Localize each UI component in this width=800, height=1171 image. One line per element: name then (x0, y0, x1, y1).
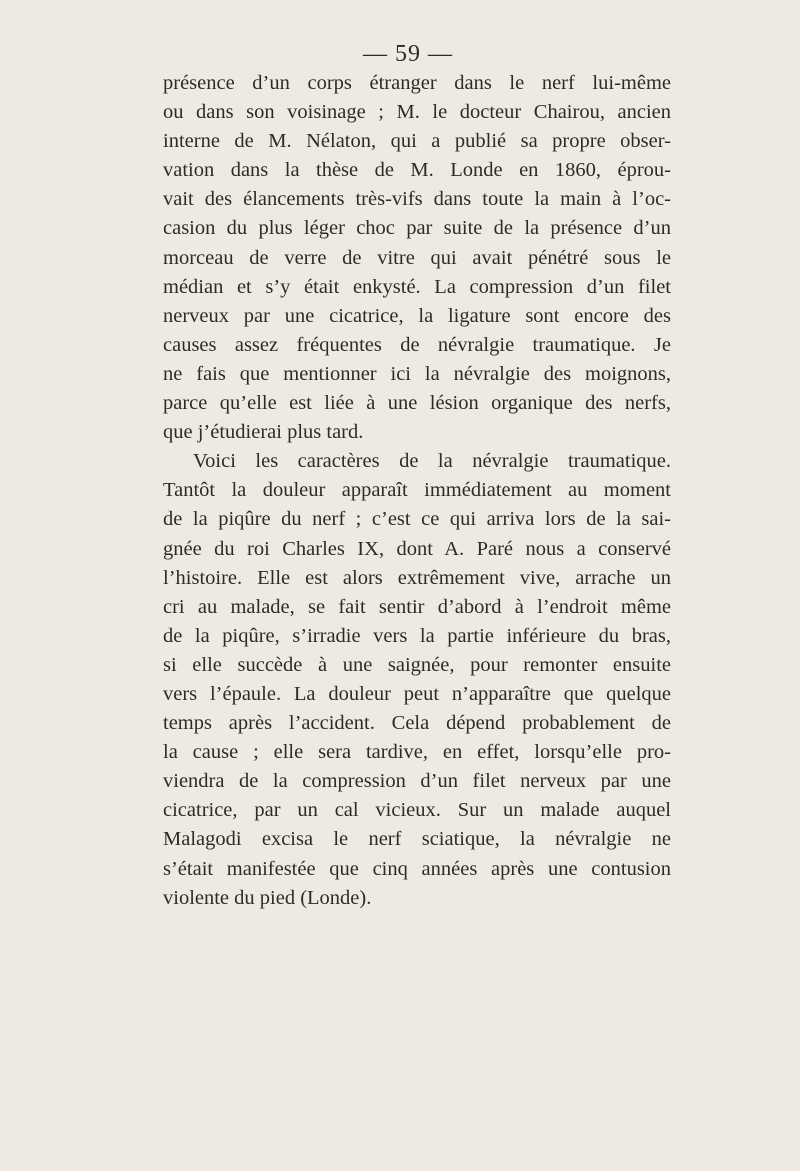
text-line: vait des élancements très-vifs dans toute la main à l’oc- (163, 188, 671, 211)
body-text (163, 69, 671, 913)
text-line: de la piqûre, s’irradie vers la partie inférieure du bras, (163, 624, 671, 647)
text-line: Malagodi excisa le nerf sciatique, la névralgie ne (163, 828, 671, 851)
paragraph-end-line: que j’étudierai plus tard. (163, 421, 364, 444)
text-line: présence d’un corps étranger dans le nerf lui-même (163, 72, 671, 94)
text-line: morceau de verre de vitre qui avait pénétré sous le (163, 246, 671, 269)
text-line: nerveux par une cicatrice, la ligature sont encore des (163, 304, 671, 327)
text-line: Tantôt la douleur apparaît immédiatement au moment (163, 479, 671, 502)
text-line: si elle succède à une saignée, pour remonter ensuite (163, 653, 671, 676)
text-line: ou dans son voisinage ; M. le docteur Chairou, ancien (163, 101, 671, 124)
text-line: causes assez fréquentes de névralgie traumatique. Je (163, 333, 671, 356)
text-line: l’histoire. Elle est alors extrêmement vive, arrache un (163, 566, 671, 589)
paragraph-end-line: violente du pied (Londe). (163, 886, 372, 909)
text-line: interne de M. Nélaton, qui a publié sa propre obser- (163, 130, 671, 153)
text-line: la cause ; elle sera tardive, en effet, lorsqu’elle pro- (163, 741, 671, 764)
text-line: casion du plus léger choc par suite de la présence d’un (163, 217, 671, 240)
text-line: vation dans la thèse de M. Londe en 1860, éprou- (163, 159, 671, 182)
text-line: ne fais que mentionner ici la névralgie des moignons, (163, 362, 671, 385)
text-line: vers l’épaule. La douleur peut n’apparaître que quelque (163, 682, 671, 705)
paragraph-first-line: Voici les caractères de la névralgie traumatique. (193, 450, 671, 473)
text-line: gnée du roi Charles IX, dont A. Paré nous a conservé (163, 537, 671, 560)
text-line: de la piqûre du nerf ; c’est ce qui arriva lors de la sai- (163, 508, 671, 531)
text-line: viendra de la compression d’un filet nerveux par une (163, 770, 671, 793)
page-number: — 59 — (363, 41, 453, 67)
text-line: cri au malade, se fait sentir d’abord à l’endroit même (163, 595, 671, 618)
text-line: cicatrice, par un cal vicieux. Sur un malade auquel (163, 799, 671, 822)
text-line: médian et s’y était enkysté. La compression d’un filet (163, 275, 671, 298)
text-line: temps après l’accident. Cela dépend probablement de (163, 712, 671, 735)
text-line: parce qu’elle est liée à une lésion organique des nerfs, (163, 392, 671, 415)
text-line: s’était manifestée que cinq années après une contusion (163, 857, 671, 880)
